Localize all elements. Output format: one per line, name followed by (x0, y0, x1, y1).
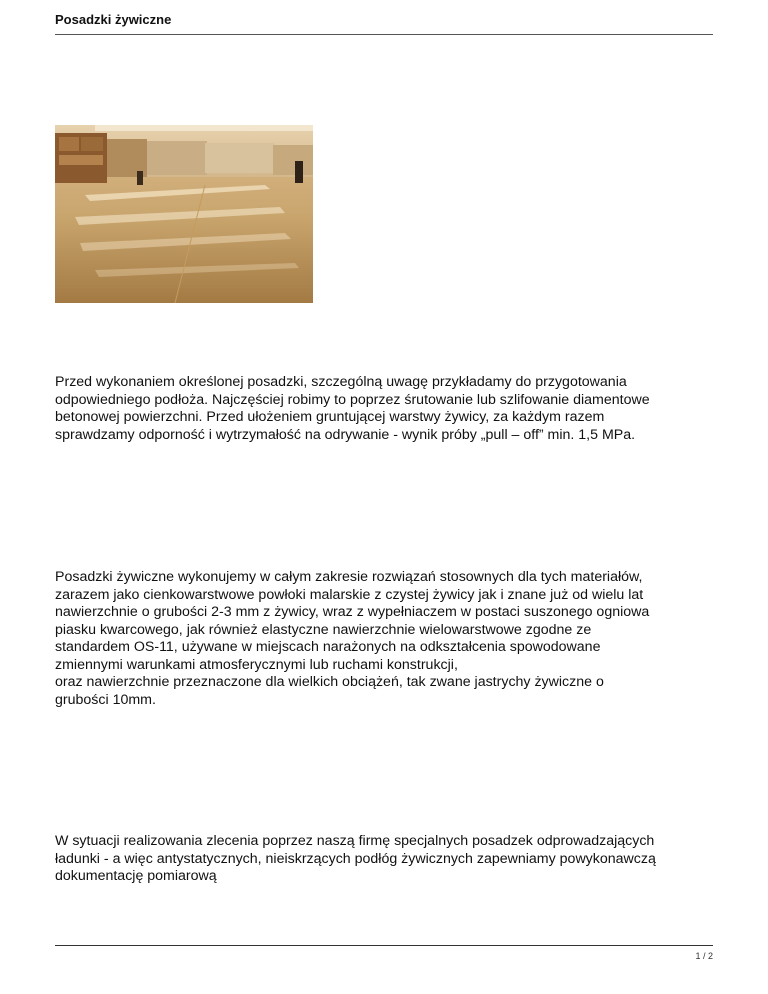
paragraph-solutions-range (55, 569, 715, 709)
paragraph-substrate-preparation (55, 374, 715, 444)
warehouse-floor-photo (55, 125, 313, 303)
text-line: standardem OS-11, używane w miejscach narażonych na odkształcenia spowodowane (55, 639, 601, 655)
text-line: piasku kwarcowego, jak również elastyczne nawierzchnie wielowarstwowe zgodne ze (55, 621, 592, 638)
text-line: dokumentację pomiarową (55, 868, 217, 884)
text-line: grubości 10mm. (55, 691, 156, 708)
text-line: betonowej powierzchni. Przed ułożeniem gruntującej warstwy żywicy, za każdym razem (55, 409, 605, 425)
text-line: oraz nawierzchnie przeznaczone dla wielkich obciążeń, tak zwane jastrychy żywiczne o (55, 674, 604, 690)
text-line: zmiennymi warunkami atmosferycznymi lub ruchami konstrukcji, (55, 656, 458, 673)
page-number: 1 / 2 (695, 951, 713, 961)
text-line: zarazem jako cienkowarstwowe powłoki malarskie z czystej żywicy jak i znane już od wielu lat (55, 586, 644, 603)
footer-divider (55, 945, 713, 946)
header-divider (55, 34, 713, 35)
page-header-title: Posadzki żywiczne (55, 12, 172, 27)
text-line: W sytuacji realizowania zlecenia poprzez naszą firmę specjalnych posadzek odprowadzających (55, 833, 655, 849)
text-line: sprawdzamy odporność i wytrzymałość na odrywanie - wynik próby „pull – off” min. 1,5 MPa. (55, 426, 636, 443)
text-line: ładunki - a więc antystatycznych, nieiskrzących podłóg żywicznych zapewniamy powykonawczą (55, 850, 656, 867)
text-line: nawierzchnie o grubości 2-3 mm z żywicy, wraz z wypełniaczem w postaci suszonego ogniowa (55, 604, 650, 620)
text-line: Przed wykonaniem określonej posadzki, szczególną uwagę przykładamy do przygotowania (55, 374, 627, 390)
paragraph-antistatic-floors (55, 833, 715, 886)
text-line: Posadzki żywiczne wykonujemy w całym zakresie rozwiązań stosownych dla tych materiałów, (55, 569, 643, 585)
text-line: odpowiedniego podłoża. Najczęściej robimy to poprzez śrutowanie lub szlifowanie diamentowe (55, 391, 650, 408)
